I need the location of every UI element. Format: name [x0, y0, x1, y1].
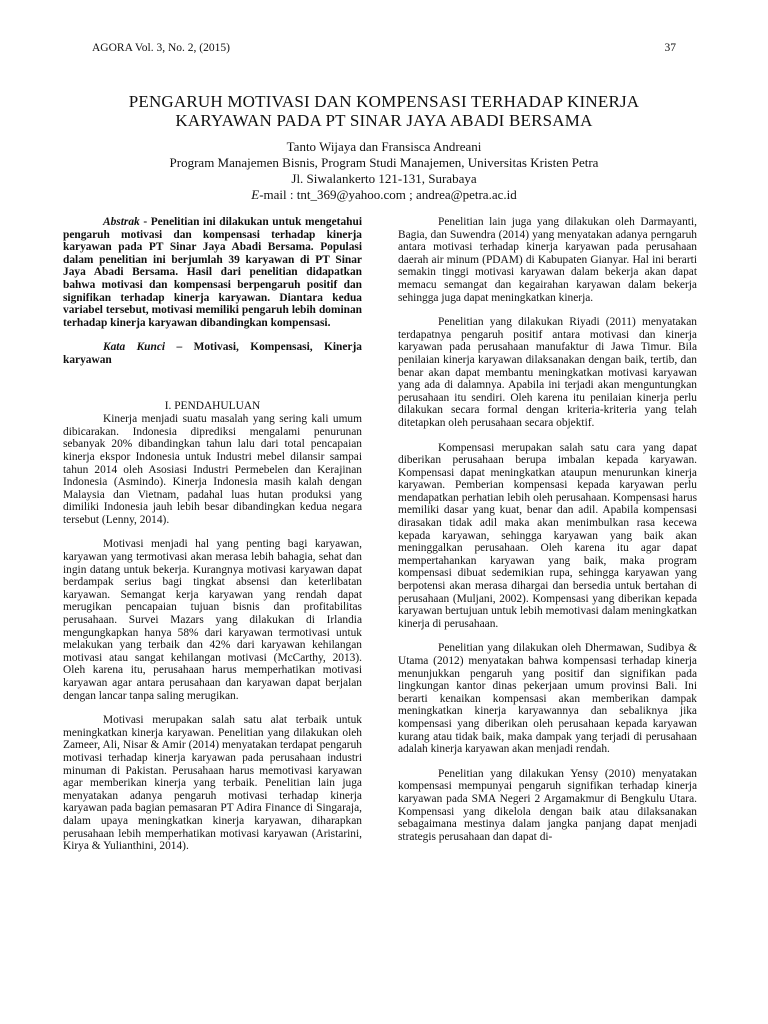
- abstract-text: - Penelitian ini dilakukan untuk mengetahui pengaruh motivasi dan kompensasi terhadap kinerja karyawan pada PT Sinar Jaya Abadi Bersama. Populasi dalam penelitian ini berjumlah 39 karyawan di PT Sinar Jaya Abadi Bersama. Hasil dari penelitian didapatkan bahwa motivasi dan kompensasi berpengaruh positif dan signifikan terhadap kinerja karyawan. Diantara kedua variabel tersebut, motivasi memiliki pengaruh lebih dominan terhadap kinerja karyawan dibandingkan kompensasi.: [63, 216, 362, 329]
- body-paragraph: Motivasi menjadi hal yang penting bagi karyawan, karyawan yang termotivasi akan merasa lebih bahagia, sehat dan ingin datang untuk bekerja. Kurangnya motivasi karyawan dapat berdampak serius bagi tingkat absensi dan keterlibatan karyawan. Semangat kerja karyawan yang rendah dapat merugikan pencapaian tujuan bisnis dan profitabilitas perusahaan. Survei Mazars yang dilakukan di Irlandia mengungkapkan hanya 58% dari karyawan termotivasi untuk melakukan yang terbaik dan 42% dari karyawan kehilangan motivasi atau sangat kehilangan motivasi (McCarthy, 2013). Oleh karena itu, perusahaan harus memperhatikan motivasi karyawan agar antara perusahaan dan karyawan dapat berjalan dengan lancar tanpa saling merugikan.: [63, 538, 362, 702]
- keywords-text: – Motivasi, Kompensasi, Kinerja karyawan: [63, 341, 362, 366]
- paper-title: [60, 92, 708, 130]
- author-address: Jl. Siwalankerto 121-131, Surabaya: [291, 171, 477, 186]
- page-number: 37: [664, 42, 676, 54]
- section-heading-pendahuluan: I. PENDAHULUAN: [164, 399, 261, 412]
- title-line-2: KARYAWAN PADA PT SINAR JAYA ABADI BERSAMA: [175, 111, 593, 130]
- email-label: E: [251, 187, 260, 202]
- body-paragraph: Penelitian yang dilakukan Riyadi (2011) menyatakan terdapatnya pengaruh positif antara motivasi dan kinerja karyawan pada perusahaan manufaktur di Jawa Timur. Bila penilaian kinerja karyawan dilaksanakan dengan baik, tertib, dan benar akan dapat membantu meningkatkan motivasi karyawan yang ada di dalamnya. Apabila ini terjadi akan menguntungkan perusahaan itu sendiri. Oleh karena itu penilaian kinerja perlu dilakukan secara formal dengan kriteria-kriteria yang telah ditetapkan oleh perusahaan secara objektif.: [398, 316, 697, 429]
- left-column: [63, 216, 362, 865]
- right-column: [398, 216, 697, 855]
- email-addresses: -mail : tnt_369@yahoo.com ; andrea@petra.ac.id: [259, 187, 517, 202]
- author-names: Tanto Wijaya dan Fransisca Andreani: [286, 139, 482, 154]
- journal-info: AGORA Vol. 3, No. 2, (2015): [92, 42, 230, 54]
- running-header: [92, 42, 676, 54]
- author-email: [60, 187, 708, 203]
- body-paragraph: Penelitian yang dilakukan oleh Dhermawan, Sudibya & Utama (2012) menyatakan bahwa kompensasi terhadap kinerja menunjukkan pengaruh yang positif dan signifikan pada lingkungan kantor dinas pekerjaan umum provinsi Bali. Ini berarti kenaikan kompensasi akan memberikan dampak meningkatkan kinerja karyawannya dan sebaliknya jika kompensasi yang diberikan oleh perusahaan kepada karyawan kurang atau tidak baik, maka dampak yang terjadi di perusahaan adalah kinerja karyawan akan menjadi rendah.: [398, 642, 697, 756]
- title-line-1: PENGARUH MOTIVASI DAN KOMPENSASI TERHADAP KINERJA: [128, 92, 640, 111]
- author-affiliation: Program Manajemen Bisnis, Program Studi Manajemen, Universitas Kristen Petra: [169, 155, 599, 170]
- body-paragraph: Penelitian lain juga yang dilakukan oleh Darmayanti, Bagia, dan Suwendra (2014) yang menyatakan adanya perngaruh antara motivasi terhadap kinerja karyawan pada perusahaan daerah air minum (PDAM) di Kabupaten Gianyar. Hal ini berarti semakin tinggi motivasi karyawan dalam bekerja akan dapat memacu semangat dan kegairahan karyawan dalam bekerja sehingga juga dapat meningkatkan kinerja.: [398, 216, 697, 304]
- body-paragraph: Penelitian yang dilakukan Yensy (2010) menyatakan kompensasi mempunyai pengaruh signifikan terhadap kinerja karyawan pada SMA Negeri 2 Argamakmur di Bengkulu Utara. Kompensasi yang dikelola dengan baik atau dilaksanakan sebagaimana mestinya dalam jangka panjang dapat menjadi strategis perusahaan dan dapat di-: [398, 767, 697, 843]
- keywords: [63, 341, 362, 366]
- abstract-label: Abstrak: [103, 216, 140, 228]
- author-block: [60, 139, 708, 203]
- abstract: [63, 216, 362, 329]
- body-paragraph: Kinerja menjadi suatu masalah yang sering kali umum dibicarakan. Indonesia diprediksi mengalami penurunan sebanyak 20% dibandingkan tahun lalu dari total pencapaian kinerja ekspor Indonesia untuk Industri mebel dilansir sampai tahun 2014 oleh Asosiasi Industri Permebelen dan Kerajinan Indonesia (Asmindo). Kinerja Indonesia masih kalah dengan Malaysia dan Vietnam, padahal luas hutan produksi yang dimiliki Indonesia jauh lebih besar dibandingkan kedua negara tersebut (Lenny, 2014).: [63, 413, 362, 526]
- keywords-label: Kata Kunci: [103, 341, 166, 354]
- body-paragraph: Kompensasi merupakan salah satu cara yang dapat diberikan perusahaan berupa imbalan kepada karyawan. Kompensasi dapat meningkatkan ataupun menurunkan kinerja karyawan. Pemberian kompensasi kepada karyawan perlu mendapatkan perhatian lebih oleh perusahaan. Kompensasi harus memiliki dasar yang kuat, benar dan adil. Apabila kompensasi dirasakan tidak adil maka akan menimbulkan rasa kecewa kepada karyawan, sehingga karyawan yang baik akan meninggalkan perusahaan. Oleh karena itu agar dapat mempertahankan karyawan yang baik, maka program kompensasi dibuat sedemikian rupa, sehingga karyawan yang berpotensi akan merasa dihargai dan bersedia untuk bertahan di perusahaan (Muljani, 2002). Kompensasi yang diberikan kepada karyawan bertujuan untuk lebih memotivasi dalam meningkatkan kinerja di perusahaan.: [398, 441, 697, 630]
- body-paragraph: Motivasi merupakan salah satu alat terbaik untuk meningkatkan kinerja karyawan. Penelitian yang dilakukan oleh Zameer, Ali, Nisar & Amir (2014) menyatakan terdapat pengaruh motivasi terhadap kinerja karyawan pada perusahaan industri minuman di Pakistan. Perusahaan harus memotivasi karyawan agar memberikan kinerja yang terbaik. Penelitian lain juga menyatakan adanya pengaruh motivasi terhadap kinerja karyawan pada bagian pemasaran PT Adira Finance di Singaraja, dalam upaya meningkatkan kinerja karyawan, diharapkan perusahaan lebih memperhatikan motivasi karyawan (Aristarini, Kirya & Yulianthini, 2014).: [63, 714, 362, 853]
